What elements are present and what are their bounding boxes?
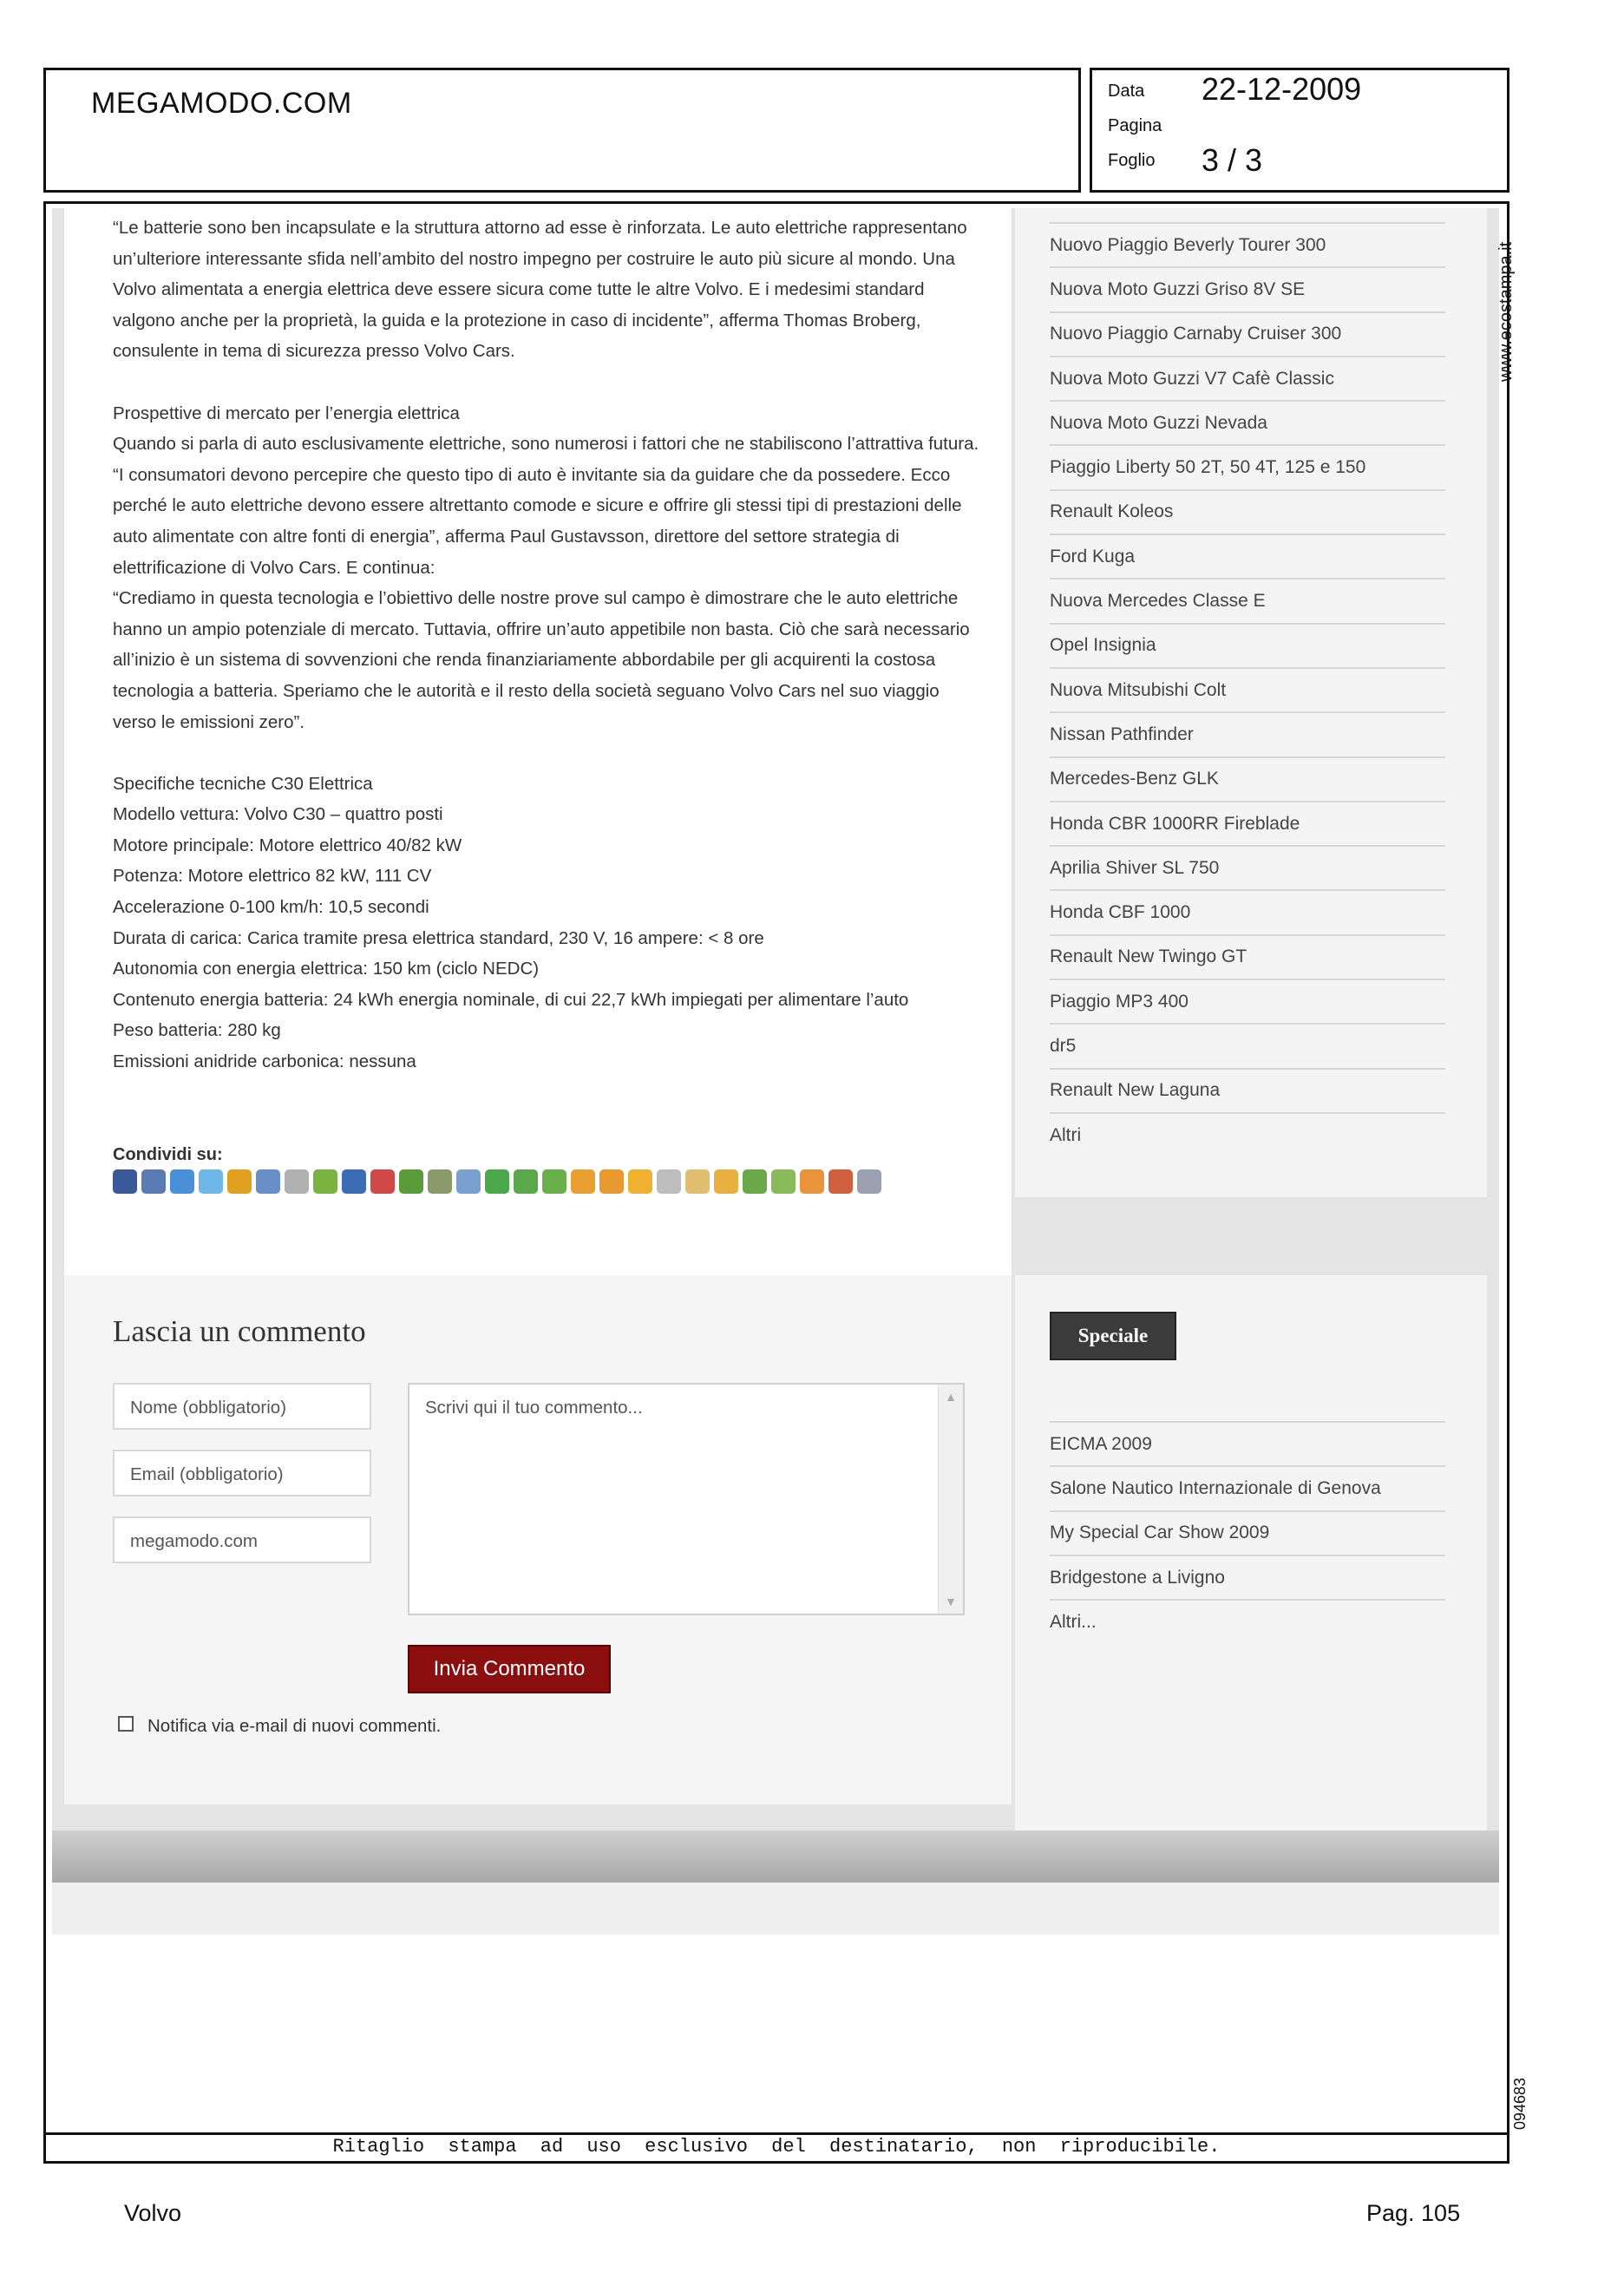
special-link[interactable]: Altri... xyxy=(1050,1599,1445,1643)
spec-line: Modello vettura: Volvo C30 – quattro posti xyxy=(113,804,443,825)
comment-placeholder: Scrivi qui il tuo commento... xyxy=(425,1398,643,1418)
spec-line: Emissioni anidride carbonica: nessuna xyxy=(113,1051,416,1072)
share-service-icon[interactable] xyxy=(800,1169,824,1194)
sidebar-link[interactable]: Nuova Mercedes Classe E xyxy=(1050,578,1445,622)
sidebar-link[interactable]: Nuovo Piaggio Carnaby Cruiser 300 xyxy=(1050,311,1445,356)
foglio-value: 3 / 3 xyxy=(1202,142,1263,178)
data-value: 22-12-2009 xyxy=(1202,71,1362,107)
share-service-icon[interactable] xyxy=(514,1169,538,1194)
share-service-icon[interactable] xyxy=(141,1169,166,1194)
sidebar-link[interactable]: Renault New Laguna xyxy=(1050,1068,1445,1112)
page-bottom-band xyxy=(52,1830,1499,1883)
footer-divider xyxy=(43,2132,1509,2135)
spec-heading: Specifiche tecniche C30 Elettrica xyxy=(113,773,373,794)
share-service-icon[interactable] xyxy=(170,1169,194,1194)
share-service-icon[interactable] xyxy=(657,1169,681,1194)
sidebar-link[interactable]: Mercedes-Benz GLK xyxy=(1050,756,1445,801)
share-service-icon[interactable] xyxy=(714,1169,738,1194)
article-body xyxy=(113,213,980,1077)
footer-left: Volvo xyxy=(124,2200,182,2226)
article-paragraph: “Crediamo in questa tecnologia e l’obiettivo delle nostre prove sul campo è dimostrare che le auto elettriche hanno un ampio potenziale di mercato. Tuttavia, offrire un’auto appetibile non basta. Ciò che sarà necessario all’inizio è un sistema di sovvenzioni che renda finanziariamente abbordabile per gli acquirenti la costosa tecnologia a batteria. Speriamo che le autorità e il resto della società seguano Volvo Cars nel suo viaggio verso le emissioni zero”. xyxy=(113,588,970,732)
sidebar-link[interactable]: Honda CBR 1000RR Fireblade xyxy=(1050,801,1445,845)
spec-line: Motore principale: Motore elettrico 40/82 kW xyxy=(113,835,462,855)
side-vertical-text: www.ecostampa.it xyxy=(1496,241,1516,382)
share-service-icon[interactable] xyxy=(256,1169,280,1194)
scroll-up-icon[interactable]: ▲ xyxy=(945,1390,957,1404)
article-subheading: Prospettive di mercato per l’energia elettrica xyxy=(113,403,460,423)
share-service-icon[interactable] xyxy=(199,1169,223,1194)
share-service-icon[interactable] xyxy=(370,1169,395,1194)
share-service-icon[interactable] xyxy=(113,1169,137,1194)
article-paragraph: Quando si parla di auto esclusivamente elettriche, sono numerosi i fattori che ne stabiliscono l’attrattiva futura. xyxy=(113,434,979,455)
share-service-icon[interactable] xyxy=(227,1169,252,1194)
sidebar-link[interactable]: Altri xyxy=(1050,1112,1445,1156)
share-service-icon[interactable] xyxy=(285,1169,309,1194)
share-service-icon[interactable] xyxy=(313,1169,337,1194)
special-link[interactable]: EICMA 2009 xyxy=(1050,1421,1445,1465)
share-service-icon[interactable] xyxy=(342,1169,366,1194)
share-service-icon[interactable] xyxy=(599,1169,624,1194)
site-name: MEGAMODO.COM xyxy=(91,87,352,120)
comment-title: Lascia un commento xyxy=(113,1314,366,1348)
textarea-scrollbar[interactable] xyxy=(938,1385,963,1614)
sidebar-link[interactable]: dr5 xyxy=(1050,1023,1445,1067)
sidebar-link[interactable]: Piaggio MP3 400 xyxy=(1050,979,1445,1023)
share-service-icon[interactable] xyxy=(456,1169,481,1194)
website-field[interactable]: megamodo.com xyxy=(113,1516,371,1563)
special-link[interactable]: Salone Nautico Internazionale di Genova xyxy=(1050,1465,1445,1510)
special-link[interactable]: Bridgestone a Livigno xyxy=(1050,1555,1445,1599)
sidebar-link[interactable]: Piaggio Liberty 50 2T, 50 4T, 125 e 150 xyxy=(1050,444,1445,488)
share-service-icon[interactable] xyxy=(685,1169,710,1194)
footer-right: Pag. 105 xyxy=(1366,2200,1461,2226)
scroll-down-icon[interactable]: ▼ xyxy=(945,1595,957,1608)
page-bottom-fade xyxy=(52,1883,1499,1935)
share-service-icon[interactable] xyxy=(628,1169,652,1194)
sidebar-link[interactable]: Nuova Moto Guzzi Griso 8V SE xyxy=(1050,266,1445,311)
sidebar-link[interactable]: Aprilia Shiver SL 750 xyxy=(1050,845,1445,889)
share-service-icon[interactable] xyxy=(571,1169,595,1194)
data-label: Data xyxy=(1108,82,1145,101)
submit-comment-button[interactable]: Invia Commento xyxy=(408,1645,611,1693)
notify-checkbox[interactable] xyxy=(118,1716,134,1732)
share-service-icon[interactable] xyxy=(428,1169,452,1194)
share-service-icon[interactable] xyxy=(743,1169,767,1194)
special-list xyxy=(1050,1421,1445,1643)
sidebar-link[interactable]: Opel Insignia xyxy=(1050,623,1445,667)
spec-line: Durata di carica: Carica tramite presa elettrica standard, 230 V, 16 ampere: < 8 ore xyxy=(113,927,764,948)
sidebar-link[interactable]: Nissan Pathfinder xyxy=(1050,711,1445,756)
sidebar-link[interactable]: Nuova Moto Guzzi V7 Cafè Classic xyxy=(1050,356,1445,400)
share-label: Condividi su: xyxy=(113,1145,223,1164)
share-service-icon[interactable] xyxy=(857,1169,881,1194)
spec-line: Contenuto energia batteria: 24 kWh energia nominale, di cui 22,7 kWh impiegati per alimentare l’auto xyxy=(113,989,909,1010)
spec-line: Autonomia con energia elettrica: 150 km (ciclo NEDC) xyxy=(113,959,540,979)
footer-note: Ritaglio stampa ad uso esclusivo del destinatario, non riproducibile. xyxy=(332,2136,1221,2158)
sidebar-link[interactable]: Renault Koleos xyxy=(1050,489,1445,534)
foglio-label: Foglio xyxy=(1108,151,1156,170)
sidebar-list xyxy=(1050,222,1445,1156)
article-paragraph: “I consumatori devono percepire che questo tipo di auto è invitante sia da guidare che da possedere. Ecco perché le auto elettriche devono essere altrettanto comode e sicure e offrire gli stessi tipi di prestazioni delle auto alimentate con altre fonti di energia”, afferma Paul Gustavsson, direttore del settore strategia di elettrificazione di Volvo Cars. E continua: xyxy=(113,464,962,578)
spec-line: Peso batteria: 280 kg xyxy=(113,1020,281,1041)
sidebar-link[interactable]: Nuova Mitsubishi Colt xyxy=(1050,667,1445,711)
notify-label: Notifica via e-mail di nuovi commenti. xyxy=(147,1716,442,1736)
sidebar-link[interactable]: Nuova Moto Guzzi Nevada xyxy=(1050,400,1445,444)
sidebar-link[interactable]: Honda CBF 1000 xyxy=(1050,889,1445,933)
pagina-label: Pagina xyxy=(1108,116,1162,135)
share-service-icon[interactable] xyxy=(771,1169,796,1194)
share-service-icon[interactable] xyxy=(399,1169,423,1194)
spec-line: Potenza: Motore elettrico 82 kW, 111 CV xyxy=(113,866,432,887)
speciale-button[interactable]: Speciale xyxy=(1050,1312,1176,1360)
spec-line: Accelerazione 0-100 km/h: 10,5 secondi xyxy=(113,897,429,918)
share-service-icon[interactable] xyxy=(828,1169,853,1194)
side-code: 094683 xyxy=(1511,2077,1529,2130)
email-field[interactable]: Email (obbligatorio) xyxy=(113,1450,371,1496)
name-field[interactable]: Nome (obbligatorio) xyxy=(113,1383,371,1430)
special-link[interactable]: My Special Car Show 2009 xyxy=(1050,1510,1445,1555)
sidebar-link[interactable]: Renault New Twingo GT xyxy=(1050,934,1445,979)
share-icons-row xyxy=(113,1169,881,1194)
share-service-icon[interactable] xyxy=(542,1169,566,1194)
article-paragraph: “Le batterie sono ben incapsulate e la struttura attorno ad esse è rinforzata. Le auto elettriche rappresentano un’ulteriore interessante sfida nell’ambito del nostro impegno per costruire le auto più sicure al mondo. Una Volvo alimentata a energia elettrica deve essere sicura come tutte le altre Volvo. E i medesimi standard valgono anche per la proprietà, la guida e la protezione in caso di incidente”, afferma Thomas Broberg, consulente in tema di sicurezza presso Volvo Cars. xyxy=(113,218,967,362)
sidebar-link[interactable]: Ford Kuga xyxy=(1050,534,1445,578)
share-service-icon[interactable] xyxy=(485,1169,509,1194)
sidebar-link[interactable]: Nuovo Piaggio Beverly Tourer 300 xyxy=(1050,222,1445,266)
comment-textarea[interactable] xyxy=(408,1383,965,1615)
